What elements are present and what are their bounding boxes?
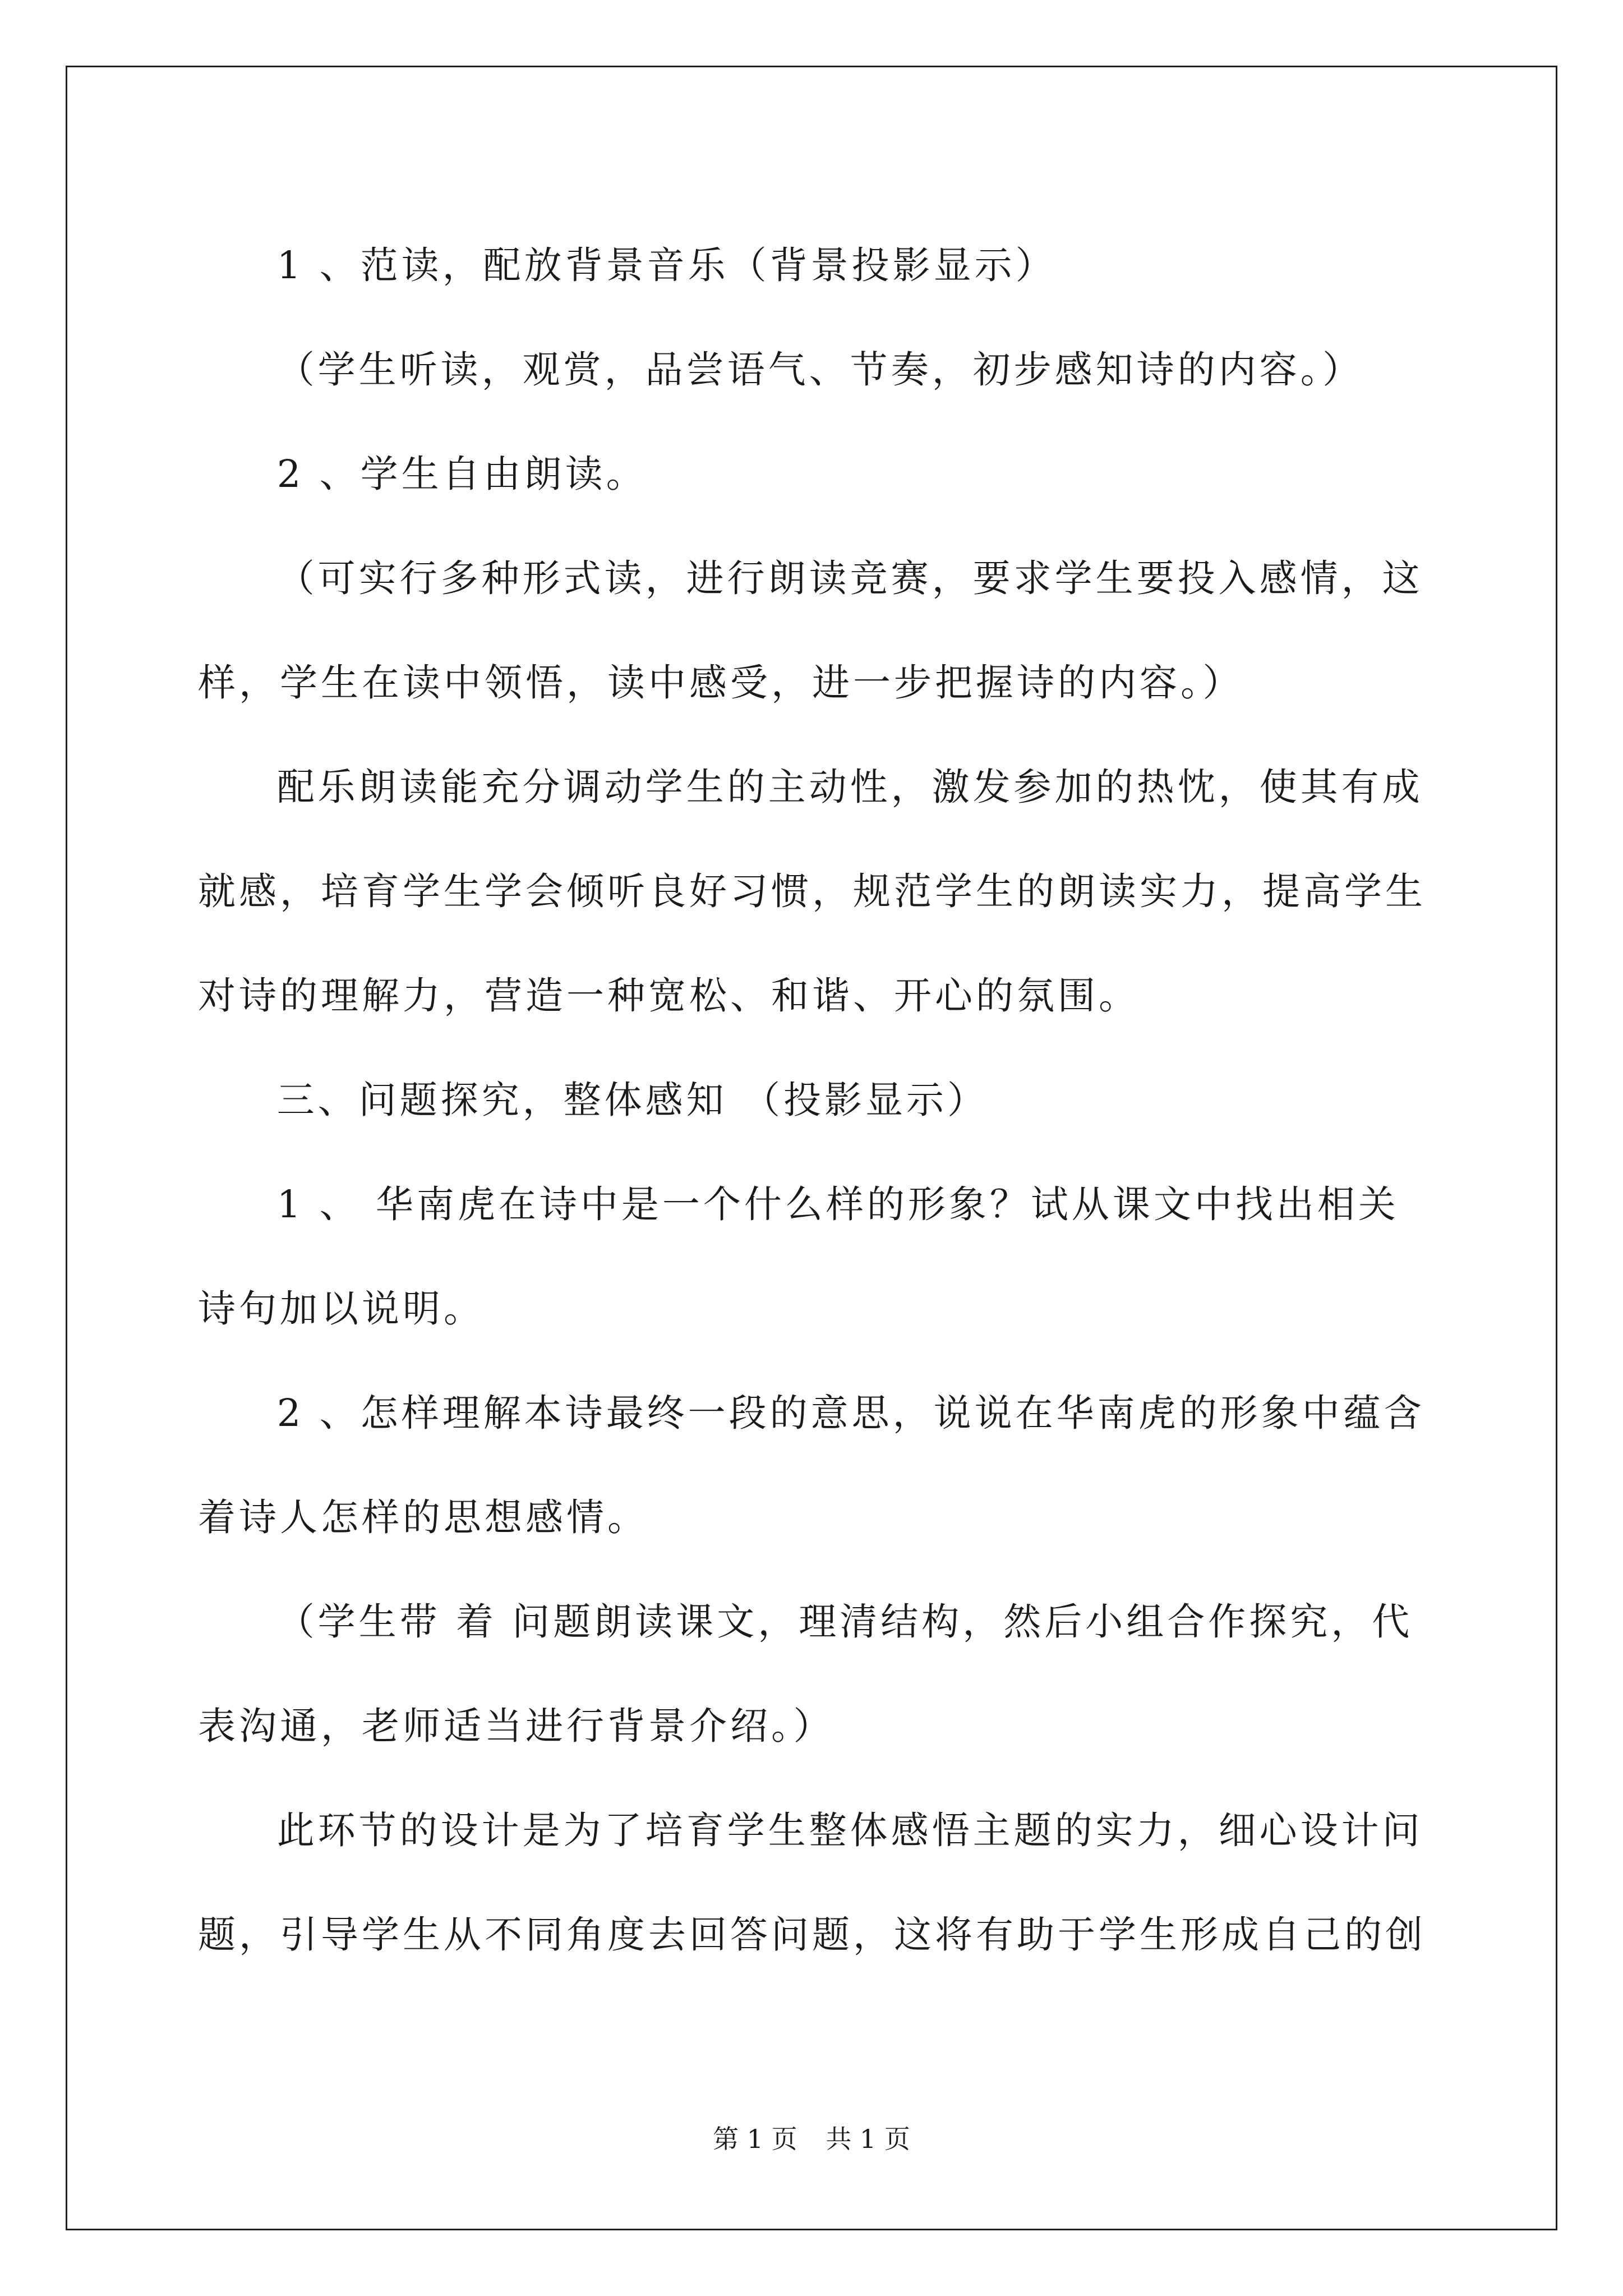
paragraph-5: 配乐朗读能充分调动学生的主动性，激发参加的热忱，使其有成就感，培育学生学会倾听良好习惯，规范学生的朗读实力，提高学生对诗的理解力，营造一种宽松、和谐、开心的氛围。 bbox=[198, 765, 1426, 1018]
page-footer bbox=[0, 2122, 1623, 2156]
paragraph-10: 此环节的设计是为了培育学生整体感悟主题的实力，细心设计问题，引导学生从不同角度去回答问题，这将有助于学生形成自己的创 bbox=[198, 1809, 1426, 1957]
paragraph-8: 2 、怎样理解本诗最终一段的意思，说说在华南虎的形象中蕴含着诗人怎样的思想感情。 bbox=[198, 1391, 1425, 1539]
page-number-current: 第 1 页 bbox=[713, 2124, 797, 2154]
paragraph-1: 1 、范读，配放背景音乐（背景投影显示） bbox=[276, 243, 1057, 287]
paragraph-6: 三、问题探究，整体感知 （投影显示） bbox=[276, 1078, 988, 1122]
paragraph-3: 2 、学生自由朗读。 bbox=[276, 452, 647, 496]
paragraph-2: （学生听读，观赏，品尝语气、节奏，初步感知诗的内容。） bbox=[276, 348, 1364, 392]
paragraph-9: （学生带 着 问题朗读课文，理清结构，然后小组合作探究，代表沟通，老师适当进行背景介绍。） bbox=[198, 1600, 1413, 1748]
paragraph-7: 1 、 华南虎在诗中是一个什么样的形象？试从课文中找出相关诗句加以说明。 bbox=[198, 1182, 1399, 1331]
paragraph-4: （可实行多种形式读，进行朗读竞赛，要求学生要投入感情，这样，学生在读中领悟，读中感受，进一步把握诗的内容。） bbox=[198, 556, 1423, 705]
page-number-total: 共 1 页 bbox=[826, 2124, 910, 2154]
document-body bbox=[198, 213, 1426, 1987]
